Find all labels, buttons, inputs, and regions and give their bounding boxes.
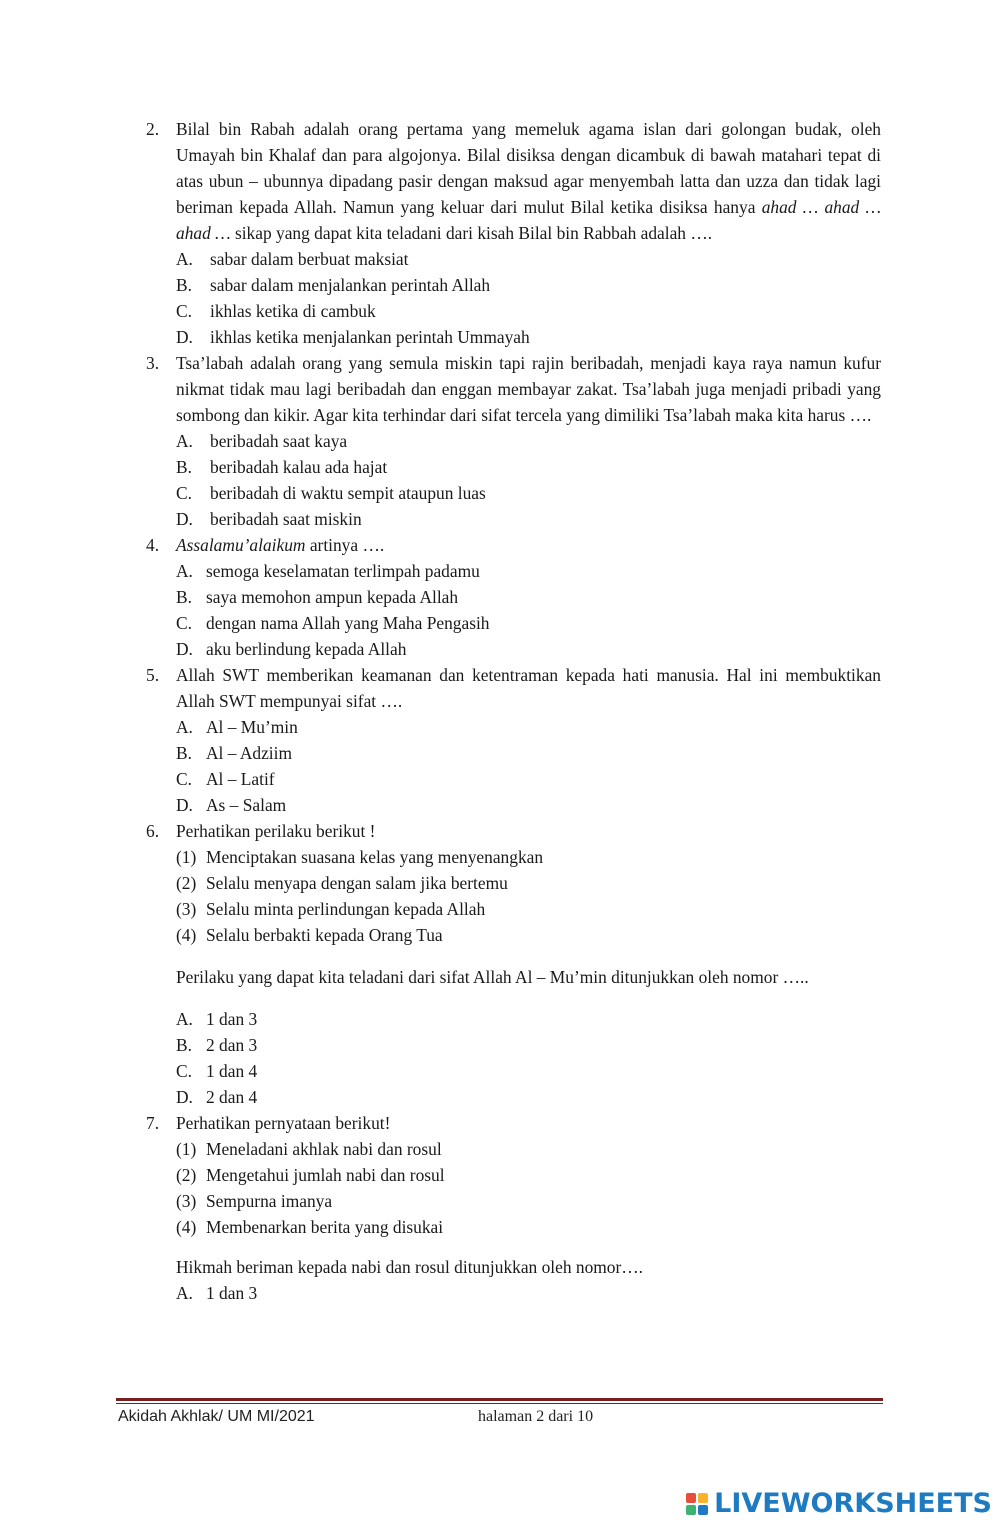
option-letter: A.: [176, 1283, 193, 1303]
option-text: 1 dan 4: [206, 1061, 258, 1081]
statement-text: Mengetahui jumlah nabi dan rosul: [206, 1165, 445, 1185]
option-letter: B.: [176, 743, 192, 763]
question-2: [146, 116, 881, 350]
option-b[interactable]: [176, 584, 881, 610]
statement-item: [176, 844, 881, 870]
question-4: [146, 532, 881, 662]
question-stem: [176, 532, 881, 558]
liveworksheets-logo-icon: [686, 1493, 708, 1515]
option-text: sabar dalam berbuat maksiat: [210, 249, 409, 269]
statement-item: [176, 1214, 881, 1240]
option-d[interactable]: [176, 792, 881, 818]
statement-number: (2): [176, 873, 197, 893]
option-a[interactable]: [176, 1280, 881, 1306]
option-a[interactable]: [176, 1006, 881, 1032]
option-letter: D.: [176, 639, 193, 659]
question-prompt: Perilaku yang dapat kita teladani dari sifat Allah Al – Mu’min ditunjukkan oleh nomor …..: [176, 967, 809, 987]
option-letter: A.: [176, 1009, 193, 1029]
option-letter: B.: [176, 275, 192, 295]
statement-text: Meneladani akhlak nabi dan rosul: [206, 1139, 442, 1159]
statement-number: (3): [176, 1191, 197, 1211]
option-text: 2 dan 3: [206, 1035, 258, 1055]
option-text: ikhlas ketika di cambuk: [210, 301, 376, 321]
option-text: sabar dalam menjalankan perintah Allah: [210, 275, 491, 295]
option-letter: B.: [176, 587, 192, 607]
statement-item: [176, 1136, 881, 1162]
statement-item: [176, 870, 881, 896]
option-text: aku berlindung kepada Allah: [206, 639, 407, 659]
option-text: beribadah saat miskin: [210, 509, 362, 529]
footer-page-number: halaman 2 dari 10: [478, 1408, 594, 1425]
option-letter: C.: [176, 613, 192, 633]
statement-item: [176, 1188, 881, 1214]
option-a[interactable]: [176, 558, 881, 584]
statement-number: (3): [176, 899, 197, 919]
question-stem: Allah SWT memberikan keamanan dan ketentraman kepada hati manusia. Hal ini membuktikan Allah SWT mempunyai sifat ….: [176, 665, 881, 711]
option-text: beribadah kalau ada hajat: [210, 457, 388, 477]
option-d[interactable]: [176, 636, 881, 662]
option-letter: D.: [176, 327, 193, 347]
question-number: 3.: [146, 353, 160, 373]
stem-italic-text: ahad … ahad … ahad …: [176, 197, 881, 243]
statement-text: Selalu berbakti kepada Orang Tua: [206, 925, 443, 945]
question-list: [146, 116, 881, 1306]
statement-item: [176, 896, 881, 922]
question-stem: Perhatikan perilaku berikut !: [176, 821, 376, 841]
statement-number: (2): [176, 1165, 197, 1185]
statement-number: (4): [176, 1217, 197, 1237]
brand-name: LIVEWORKSHEETS: [714, 1488, 992, 1519]
stem-text: Bilal bin Rabah adalah orang pertama yang memeluk agama islan dari golongan budak, oleh Umayah bin Khalaf dan para algojonya. Bilal disiksa dengan dicambuk di bawah matahari tepat di atas ubun – ubunnya dipadang pasir dengan maksud agar menyembah latta dan uzza dan tidak lagi beriman kepada Allah. Namun yang keluar dari mulut Bilal ketika disiksa hanya: [176, 119, 881, 217]
option-text: Al – Adziim: [206, 743, 292, 763]
question-7: [146, 1110, 881, 1306]
option-b[interactable]: [176, 740, 881, 766]
question-stem: Perhatikan pernyataan berikut!: [176, 1113, 391, 1133]
option-letter: D.: [176, 795, 193, 815]
option-letter: C.: [176, 301, 192, 321]
option-b[interactable]: [176, 272, 881, 298]
option-c[interactable]: [176, 480, 881, 506]
option-text: ikhlas ketika menjalankan perintah Ummayah: [210, 327, 530, 347]
option-letter: B.: [176, 1035, 192, 1055]
option-c[interactable]: [176, 610, 881, 636]
question-prompt: Hikmah beriman kepada nabi dan rosul ditunjukkan oleh nomor….: [176, 1257, 644, 1277]
option-letter: D.: [176, 1087, 193, 1107]
option-letter: C.: [176, 483, 192, 503]
option-c[interactable]: [176, 766, 881, 792]
option-text: 2 dan 4: [206, 1087, 258, 1107]
footer-divider-thin: [116, 1403, 883, 1404]
option-a[interactable]: [176, 246, 881, 272]
option-text: Al – Mu’min: [206, 717, 298, 737]
question-stem: [176, 116, 881, 246]
question-number: 7.: [146, 1113, 160, 1133]
question-number: 4.: [146, 535, 160, 555]
option-letter: A.: [176, 431, 193, 451]
stem-text: artinya ….: [305, 535, 385, 555]
option-letter: B.: [176, 457, 192, 477]
option-text: As – Salam: [206, 795, 287, 815]
question-5: [146, 662, 881, 818]
option-letter: D.: [176, 509, 193, 529]
question-3: [146, 350, 881, 532]
option-letter: A.: [176, 561, 193, 581]
statement-text: Selalu menyapa dengan salam jika bertemu: [206, 873, 508, 893]
liveworksheets-brand[interactable]: [686, 1488, 992, 1519]
statement-item: [176, 922, 881, 948]
option-text: dengan nama Allah yang Maha Pengasih: [206, 613, 490, 633]
option-c[interactable]: [176, 1058, 881, 1084]
option-text: 1 dan 3: [206, 1009, 258, 1029]
option-text: semoga keselamatan terlimpah padamu: [206, 561, 480, 581]
option-b[interactable]: [176, 454, 881, 480]
footer-subject: Akidah Akhlak/ UM MI/2021: [118, 1408, 315, 1425]
option-d[interactable]: [176, 324, 881, 350]
option-a[interactable]: [176, 714, 881, 740]
stem-text-end: sikap yang dapat kita teladani dari kisah Bilal bin Rabbah adalah ….: [230, 223, 713, 243]
option-a[interactable]: [176, 428, 881, 454]
option-text: beribadah saat kaya: [210, 431, 348, 451]
option-c[interactable]: [176, 298, 881, 324]
question-6: [146, 818, 881, 1110]
statement-item: [176, 1162, 881, 1188]
option-text: saya memohon ampun kepada Allah: [206, 587, 459, 607]
option-letter: C.: [176, 1061, 192, 1081]
statement-text: Sempurna imanya: [206, 1191, 333, 1211]
option-text: Al – Latif: [206, 769, 275, 789]
option-letter: A.: [176, 249, 193, 269]
option-d[interactable]: [176, 506, 881, 532]
option-text: 1 dan 3: [206, 1283, 258, 1303]
statement-number: (4): [176, 925, 197, 945]
question-number: 6.: [146, 821, 160, 841]
question-number: 5.: [146, 665, 160, 685]
statement-number: (1): [176, 847, 197, 867]
statement-number: (1): [176, 1139, 197, 1159]
option-d[interactable]: [176, 1084, 881, 1110]
question-stem: Tsa’labah adalah orang yang semula miskin tapi rajin beribadah, menjadi kaya raya namun kufur nikmat tidak mau lagi beribadah dan enggan membayar zakat. Tsa’labah juga menjadi pribadi yang sombong dan kikir. Agar kita terhindar dari sifat tercela yang dimiliki Tsa’labah maka kita harus ….: [176, 353, 881, 425]
option-letter: A.: [176, 717, 193, 737]
question-number: 2.: [146, 119, 160, 139]
option-b[interactable]: [176, 1032, 881, 1058]
stem-italic-text: Assalamu’alaikum: [176, 535, 306, 555]
statement-text: Selalu minta perlindungan kepada Allah: [206, 899, 486, 919]
statement-text: Membenarkan berita yang disukai: [206, 1217, 444, 1237]
footer-divider: [116, 1398, 883, 1401]
statement-text: Menciptakan suasana kelas yang menyenangkan: [206, 847, 544, 867]
option-text: beribadah di waktu sempit ataupun luas: [210, 483, 486, 503]
option-letter: C.: [176, 769, 192, 789]
